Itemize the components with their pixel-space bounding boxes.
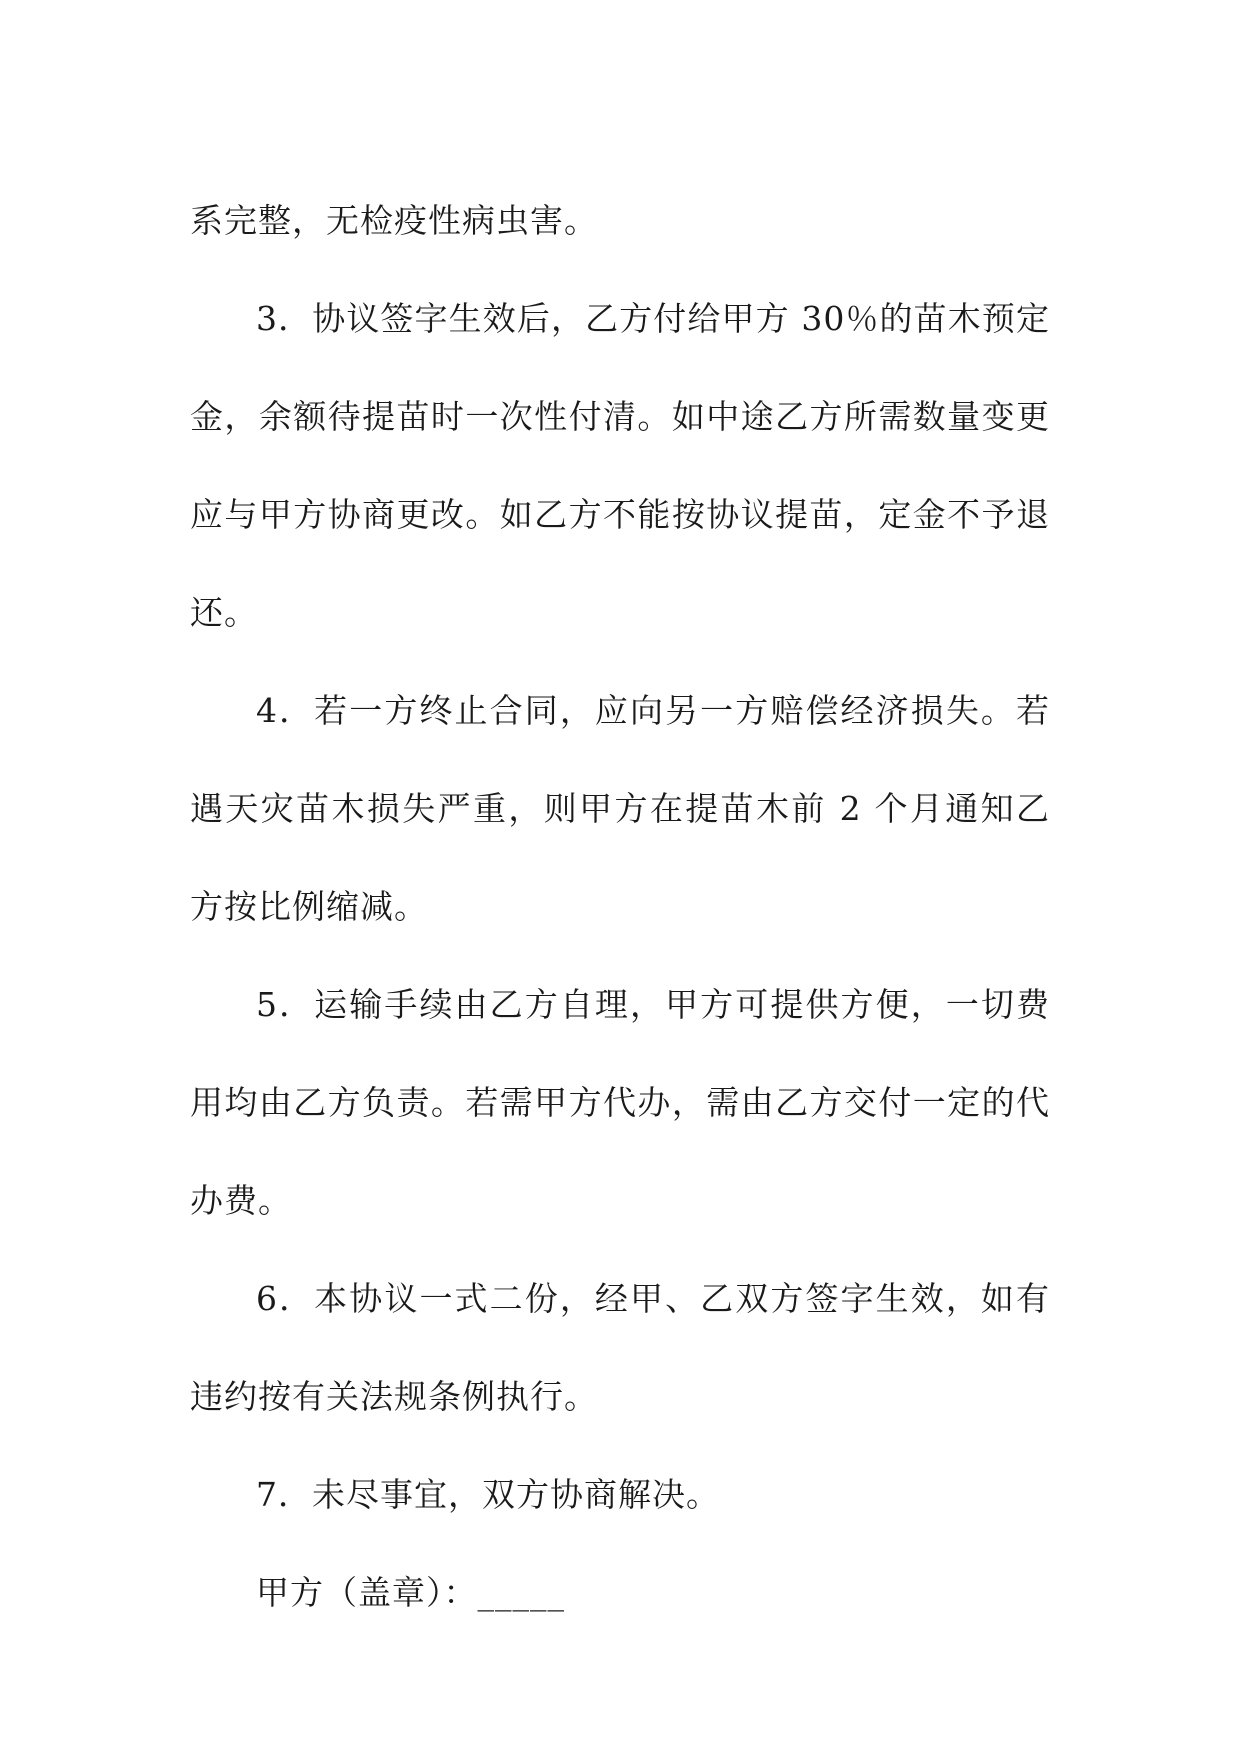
paragraph-clause-7: 7．未尽事宜，双方协商解决。 [256,1475,720,1514]
paragraph-clause-3: 3．协议签字生效后，乙方付给甲方 30％的苗木预定金，余额待提苗时一次性付清。如中途乙方所需数量变更应与甲方协商更改。如乙方不能按协议提苗，定金不予退还。 [190,299,1050,632]
paragraph-clause-5: 5．运输手续由乙方自理，甲方可提供方便，一切费用均由乙方负责。若需甲方代办，需由乙方交付一定的代办费。 [190,985,1050,1220]
paragraph-clause-4: 4．若一方终止合同，应向另一方赔偿经济损失。若遇天灾苗木损失严重，则甲方在提苗木前 2 个月通知乙方按比例缩减。 [190,691,1050,926]
paragraph-continuation: 系完整，无检疫性病虫害。 [190,201,598,240]
contract-body [190,172,1050,1642]
paragraph-clause-6: 6．本协议一式二份，经甲、乙双方签字生效，如有违约按有关法规条例执行。 [190,1279,1050,1416]
signature-party-a: 甲方（盖章）：_____ [256,1573,565,1612]
